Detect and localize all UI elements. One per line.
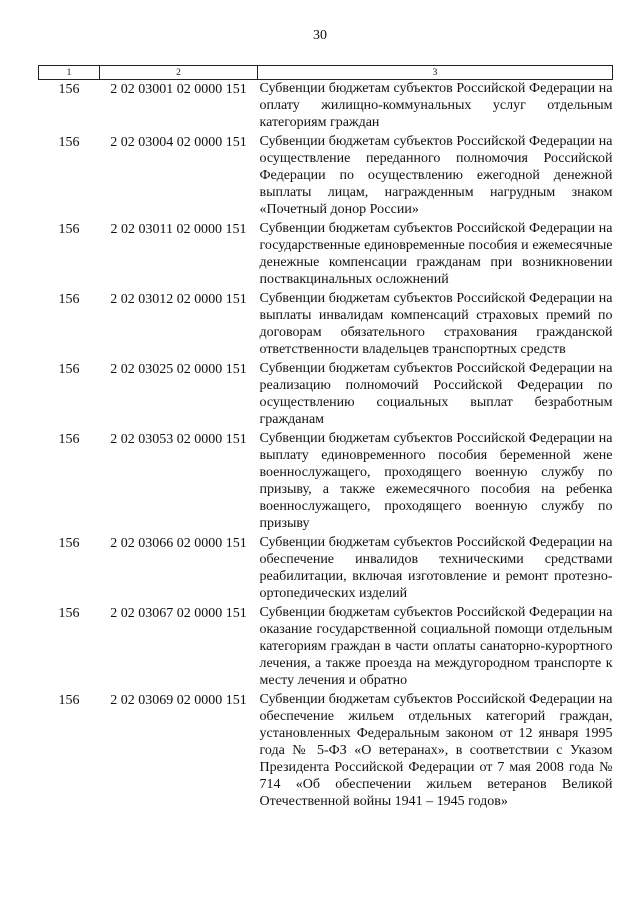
revenue-description: Субвенции бюджетам субъектов Российской Федерации на государственные единовременные пособия и ежемесячные денежные компенсации гражданам при возникновении поствакцинальных осложнений — [259, 221, 613, 287]
admin-code: 156 — [58, 292, 80, 307]
revenue-code: 2 02 03069 02 0000 151 — [110, 693, 247, 708]
revenue-description: Субвенции бюджетам субъектов Российской Федерации на обеспечение инвалидов техническими средствами реабилитации, включая изготовление и ремонт протезно-ортопедических изделий — [259, 535, 613, 601]
revenue-description: Субвенции бюджетам субъектов Российской Федерации на осуществление переданного полномочия Российской Федерации по осуществлению ежегодной денежной выплаты лицам, награжденным нагрудным знаком «Почетный донор России» — [259, 134, 613, 217]
revenue-code: 2 02 03001 02 0000 151 — [110, 82, 247, 97]
table-row — [39, 133, 613, 220]
revenue-description: Субвенции бюджетам субъектов Российской Федерации на выплаты инвалидам компенсаций страховых премий по договорам обязательного страхования гражданской ответственности владельцев транспортных средств — [259, 291, 613, 357]
table-row — [39, 290, 613, 360]
table-row — [39, 80, 613, 134]
revenue-codes-table — [38, 65, 613, 812]
table-row — [39, 360, 613, 430]
column-header-2: 2 — [100, 66, 258, 80]
column-header-3: 3 — [258, 66, 613, 80]
table-row — [39, 430, 613, 534]
revenue-code: 2 02 03004 02 0000 151 — [110, 135, 247, 150]
revenue-code: 2 02 03053 02 0000 151 — [110, 432, 247, 447]
revenue-description: Субвенции бюджетам субъектов Российской Федерации на оказание государственной социальной помощи отдельным категориям граждан в части оплаты санаторно-курортного лечения, а также проезда на междугородном транспорте к месту лечения и обратно — [259, 605, 613, 688]
revenue-description: Субвенции бюджетам субъектов Российской Федерации на выплату единовременного пособия беременной жене военнослужащего, проходящего военную службу по призыву, а также ежемесячного пособия на ребенка военнослужащего, проходящего военную службу по призыву — [259, 431, 613, 531]
column-header-1: 1 — [39, 66, 100, 80]
revenue-code: 2 02 03066 02 0000 151 — [110, 536, 247, 551]
admin-code: 156 — [58, 82, 80, 97]
admin-code: 156 — [58, 362, 80, 377]
revenue-description: Субвенции бюджетам субъектов Российской Федерации на оплату жилищно-коммунальных услуг отдельным категориям граждан — [259, 81, 613, 130]
revenue-description: Субвенции бюджетам субъектов Российской Федерации на обеспечение жильем отдельных категорий граждан, установленных Федеральным законом от 12 января 1995 года № 5-ФЗ «О ветеранах», в соответствии с Указом Президента Российской Федерации от 7 мая 2008 года № 714 «Об обеспечении жильем ветеранов Великой Отечественной войны 1941 – 1945 годов» — [259, 692, 613, 809]
admin-code: 156 — [58, 693, 80, 708]
column-number-row — [39, 66, 613, 80]
table-row — [39, 691, 613, 812]
revenue-code: 2 02 03012 02 0000 151 — [110, 292, 247, 307]
admin-code: 156 — [58, 222, 80, 237]
admin-code: 156 — [58, 432, 80, 447]
revenue-code: 2 02 03011 02 0000 151 — [110, 222, 247, 237]
admin-code: 156 — [58, 536, 80, 551]
table-row — [39, 220, 613, 290]
page-number: 30 — [313, 28, 327, 43]
revenue-code: 2 02 03067 02 0000 151 — [110, 606, 247, 621]
table-row — [39, 534, 613, 604]
table-row — [39, 604, 613, 691]
revenue-code: 2 02 03025 02 0000 151 — [110, 362, 247, 377]
revenue-description: Субвенции бюджетам субъектов Российской Федерации на реализацию полномочий Российской Федерации по осуществлению социальных выплат безработным гражданам — [259, 361, 613, 427]
admin-code: 156 — [58, 135, 80, 150]
admin-code: 156 — [58, 606, 80, 621]
